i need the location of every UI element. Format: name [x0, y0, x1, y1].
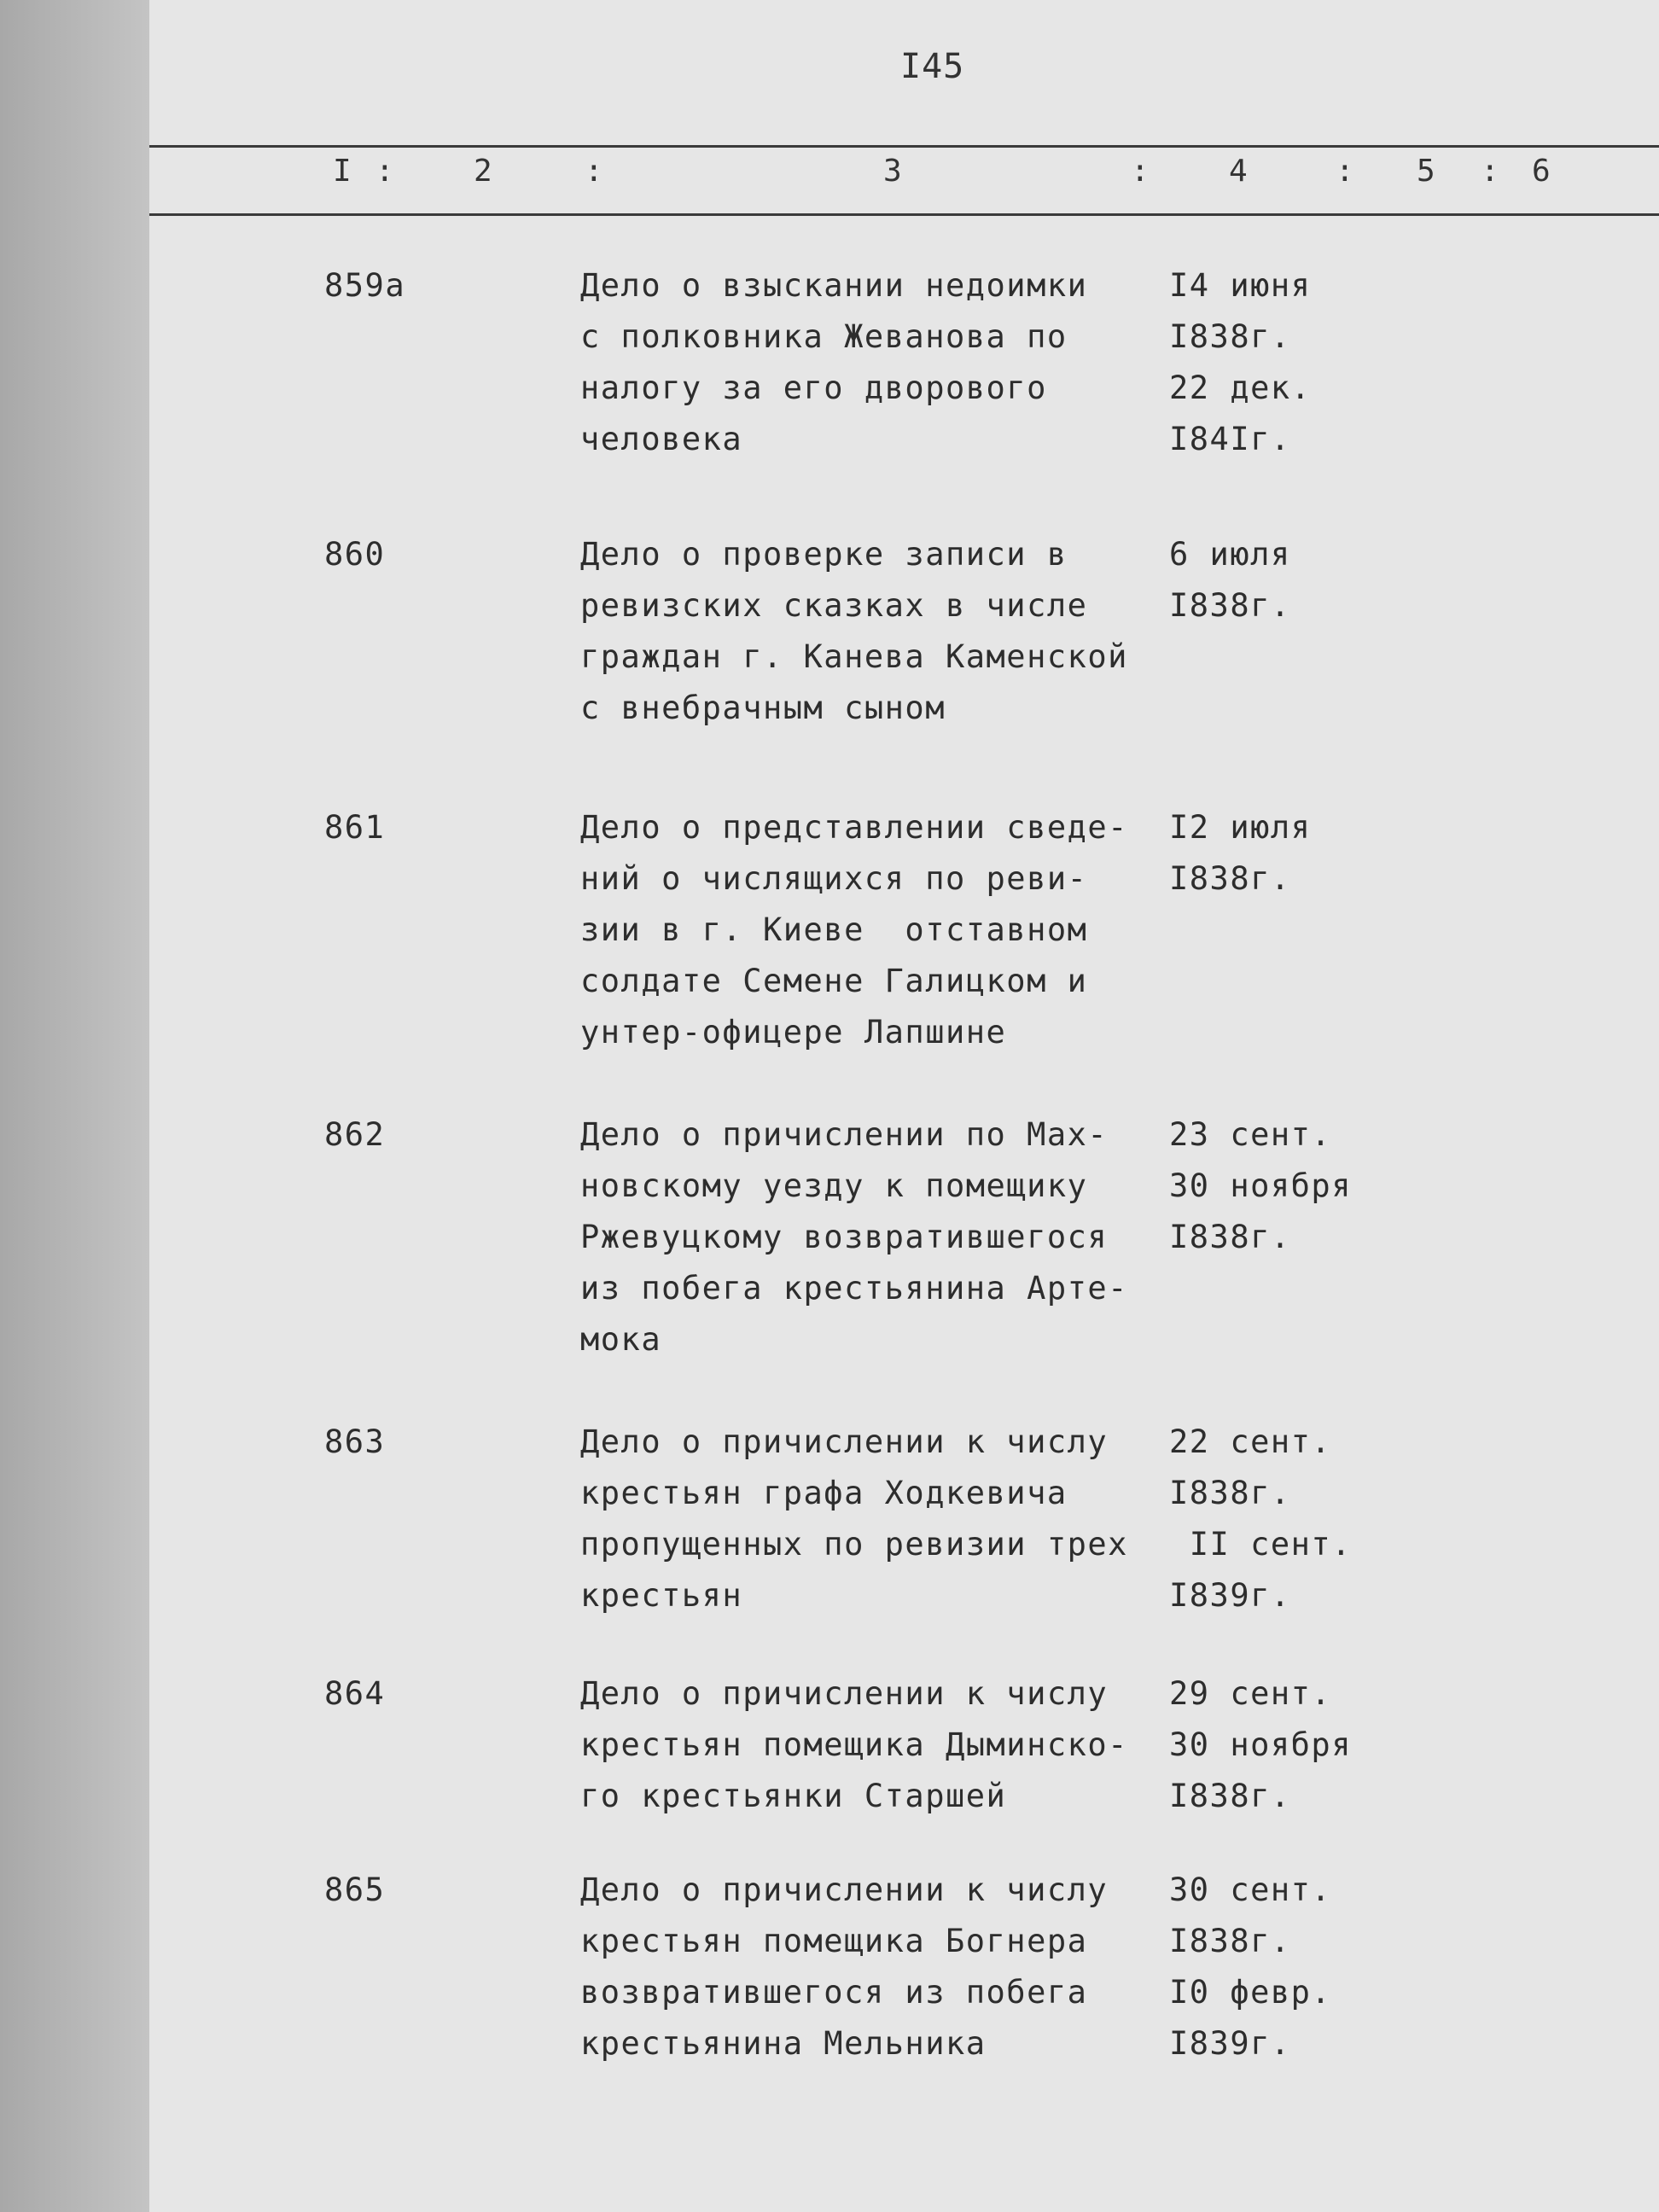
title-line: пропущенных по ревизии трех: [580, 1526, 1128, 1563]
title-line: го крестьянки Старшей: [580, 1778, 1007, 1814]
column-header-4: 4: [1229, 154, 1248, 189]
record-title: [580, 1417, 1169, 1621]
column-separator: :: [375, 154, 394, 189]
record-number: 865: [324, 1871, 386, 1908]
record-title: [580, 260, 1169, 465]
title-line: Дело о причислении к числу: [580, 1423, 1109, 1460]
date-line: 23 сент.: [1169, 1116, 1332, 1153]
date-line: I2 июля: [1169, 809, 1312, 846]
date-line: I839г.: [1169, 1577, 1291, 1614]
record-dates: [1169, 1668, 1528, 1822]
date-line: 29 сент.: [1169, 1675, 1332, 1712]
title-line: крестьян: [580, 1577, 743, 1614]
date-line: I4 июня: [1169, 267, 1312, 304]
title-line: возвратившегося из побега: [580, 1974, 1088, 2011]
date-line: I838г.: [1169, 860, 1291, 897]
date-line: 22 дек.: [1169, 370, 1312, 406]
record-title: [580, 1109, 1169, 1365]
record-number: 863: [324, 1423, 386, 1460]
title-line: солдате Семене Галицком и: [580, 963, 1088, 999]
record-dates: [1169, 260, 1528, 465]
title-line: Дело о представлении сведе-: [580, 809, 1128, 846]
date-line: I838г.: [1169, 1778, 1291, 1814]
date-line: I838г.: [1169, 1923, 1291, 1959]
title-line: ревизских сказках в числе: [580, 587, 1088, 624]
date-line: 30 ноября: [1169, 1167, 1352, 1204]
date-line: I838г.: [1169, 1219, 1291, 1255]
record-title: [580, 802, 1169, 1058]
column-header-6: 6: [1532, 154, 1551, 189]
table-header-top-rule: [149, 145, 1659, 148]
title-line: с внебрачным сыном: [580, 690, 946, 726]
title-line: Дело о проверке записи в: [580, 536, 1068, 573]
record-number: 860: [324, 536, 386, 573]
title-line: налогу за его дворового: [580, 370, 1047, 406]
title-line: крестьян графа Ходкевича: [580, 1475, 1068, 1511]
date-line: 22 сент.: [1169, 1423, 1332, 1460]
column-separator: :: [1131, 154, 1150, 189]
title-line: унтер-офицере Лапшине: [580, 1014, 1007, 1051]
title-line: мока: [580, 1321, 662, 1358]
title-line: человека: [580, 421, 743, 457]
record-title: [580, 1668, 1169, 1822]
title-line: с полковника Жеванова по: [580, 318, 1068, 355]
table-header-bottom-rule: [149, 213, 1659, 216]
record-dates: [1169, 1109, 1528, 1263]
record-dates: [1169, 529, 1528, 632]
record-number: 859а: [324, 267, 406, 304]
record-dates: [1169, 802, 1528, 905]
column-separator: :: [1481, 154, 1499, 189]
book-binding-shadow: [0, 0, 149, 2212]
record-number: 861: [324, 809, 386, 846]
record-title: [580, 529, 1169, 734]
page-number: I45: [900, 47, 965, 86]
title-line: Дело о причислении по Мах-: [580, 1116, 1109, 1153]
record-number: 864: [324, 1675, 386, 1712]
date-line: I839г.: [1169, 2025, 1291, 2062]
column-separator: :: [585, 154, 603, 189]
date-line: 30 ноября: [1169, 1726, 1352, 1763]
column-header-row: [149, 154, 1659, 205]
title-line: Дело о причислении к числу: [580, 1675, 1109, 1712]
column-separator: :: [1336, 154, 1354, 189]
column-header-3: 3: [883, 154, 902, 189]
column-header-2: 2: [474, 154, 492, 189]
date-line: I84Iг.: [1169, 421, 1291, 457]
title-line: из побега крестьянина Арте-: [580, 1270, 1128, 1307]
title-line: крестьян помещика Богнера: [580, 1923, 1088, 1959]
column-header-1: I: [333, 154, 352, 189]
title-line: крестьян помещика Дыминско-: [580, 1726, 1128, 1763]
record-number: 862: [324, 1116, 386, 1153]
date-line: II сент.: [1169, 1526, 1352, 1563]
title-line: ний о числящихся по реви-: [580, 860, 1088, 897]
title-line: граждан г. Канева Каменской: [580, 638, 1128, 675]
title-line: новскому уезду к помещику: [580, 1167, 1088, 1204]
title-line: зии в г. Киеве отставном: [580, 911, 1088, 948]
title-line: Ржевуцкому возвратившегося: [580, 1219, 1109, 1255]
record-title: [580, 1865, 1169, 2069]
date-line: I0 февр.: [1169, 1974, 1332, 2011]
title-line: крестьянина Мельника: [580, 2025, 987, 2062]
date-line: I838г.: [1169, 318, 1291, 355]
date-line: 30 сент.: [1169, 1871, 1332, 1908]
date-line: I838г.: [1169, 587, 1291, 624]
title-line: Дело о взыскании недоимки: [580, 267, 1088, 304]
record-dates: [1169, 1865, 1528, 2069]
column-header-5: 5: [1417, 154, 1435, 189]
record-dates: [1169, 1417, 1528, 1621]
date-line: I838г.: [1169, 1475, 1291, 1511]
date-line: 6 июля: [1169, 536, 1291, 573]
title-line: Дело о причислении к числу: [580, 1871, 1109, 1908]
